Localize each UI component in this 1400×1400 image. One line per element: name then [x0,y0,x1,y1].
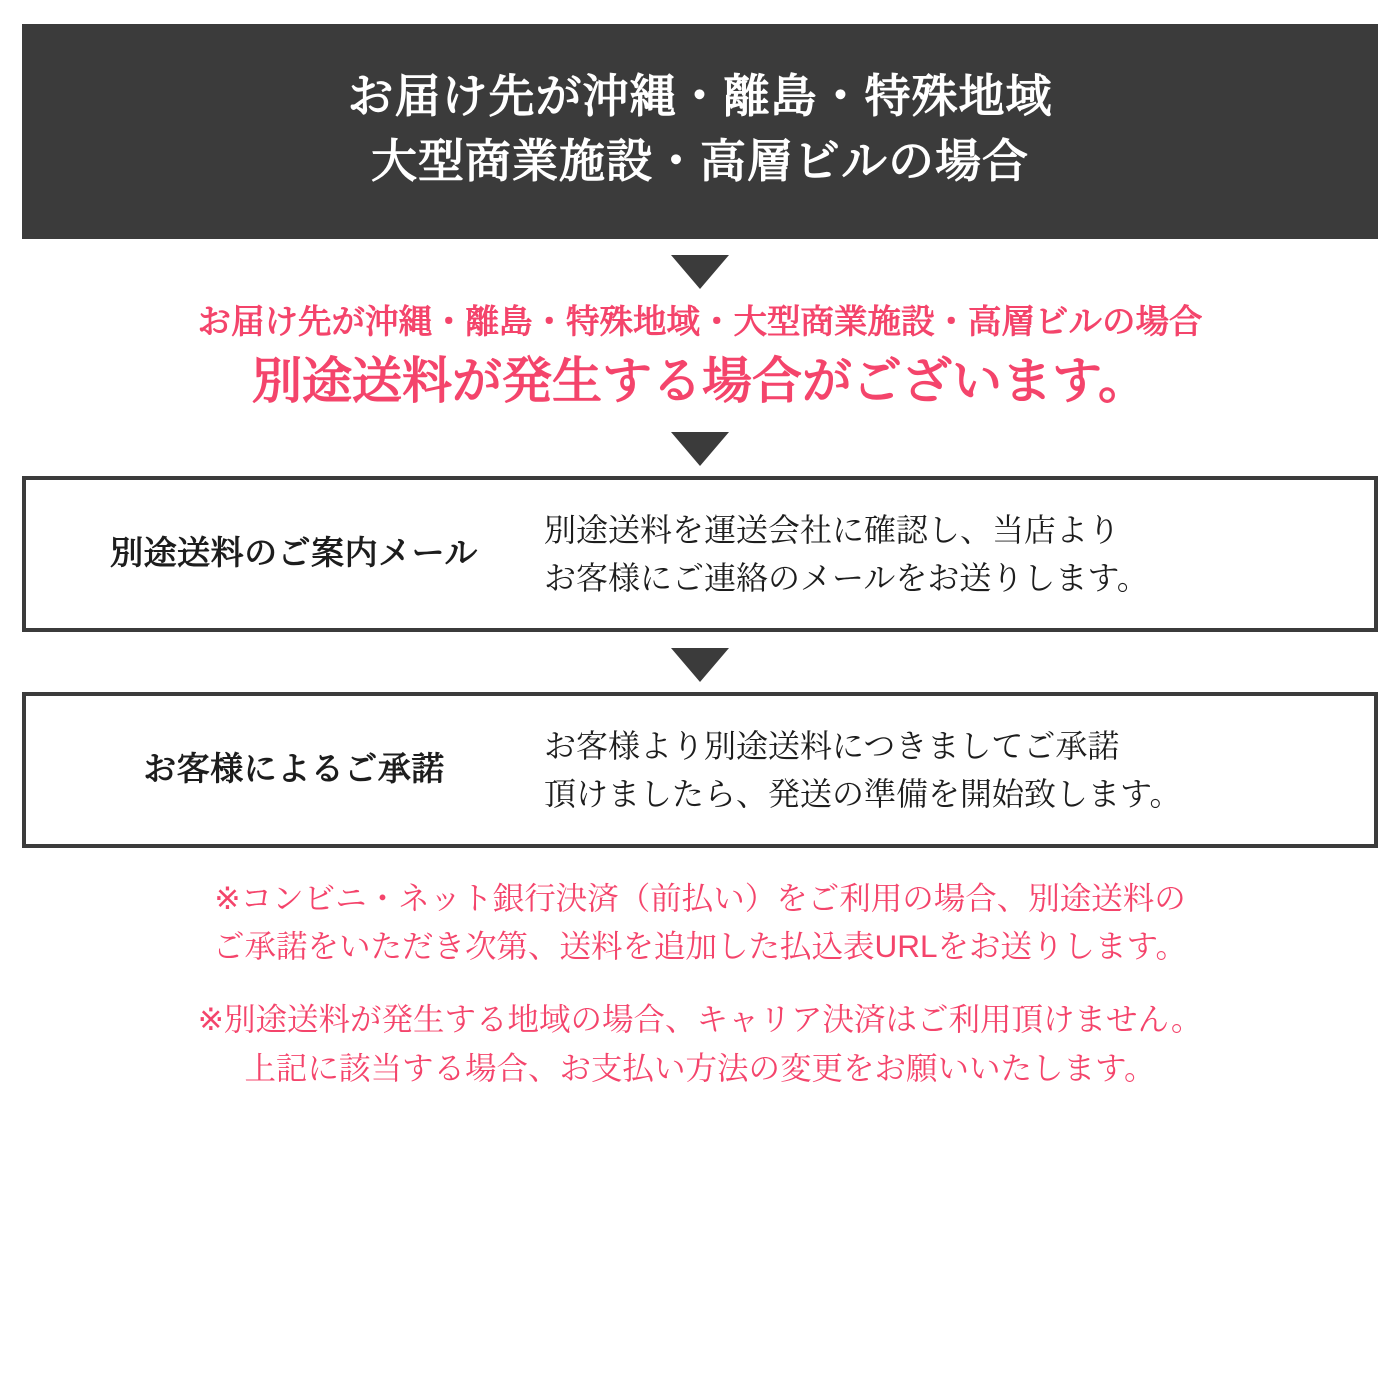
step-description-line-1: 別途送料を運送会社に確認し、当店より [544,511,1121,548]
footnote-prepaid-payment [22,874,1378,972]
flow-arrow-2 [22,416,1378,476]
step-box-notification-email [22,476,1378,632]
step-title: お客様によるご承諾 [143,750,445,788]
footnote-line-1: ※別途送料が発生する地域の場合、キャリア決済はご利用頂けません。 [197,1001,1203,1038]
footnote-line-2: 上記に該当する場合、お支払い方法の変更をお願いいたします。 [244,1050,1156,1087]
step-description-line-2: お客様にご連絡のメールをお送りします。 [544,559,1149,596]
highlight-block [22,299,1378,416]
flow-arrow-1 [22,239,1378,299]
triangle-down-icon [671,255,729,289]
step-description [544,506,1356,602]
step-title: 別途送料のご案内メール [110,534,478,572]
footnote-line-2: ご承諾をいただき次第、送料を追加した払込表URLをお送りします。 [213,928,1187,965]
step-description-line-1: お客様より別途送料につきましてご承諾 [544,727,1120,764]
highlight-condition: お届け先が沖縄・離島・特殊地域・大型商業施設・高層ビルの場合 [197,303,1203,341]
highlight-statement: 別途送料が発生する場合がございます。 [252,353,1148,410]
triangle-down-icon [671,432,729,466]
header-title-line-2: 大型商業施設・高層ビルの場合 [371,135,1029,188]
triangle-down-icon [671,648,729,682]
footnotes [22,874,1378,1093]
header-banner [22,24,1378,239]
footnote-carrier-payment [22,995,1378,1093]
step-description [544,722,1356,818]
step-description-line-2: 頂けましたら、発送の準備を開始致します。 [544,775,1182,812]
footnote-line-1: ※コンビニ・ネット銀行決済（前払い）をご利用の場合、別途送料の [214,879,1186,916]
flow-arrow-3 [22,632,1378,692]
step-box-customer-approval [22,692,1378,848]
header-title-line-1: お届け先が沖縄・離島・特殊地域 [347,70,1053,122]
